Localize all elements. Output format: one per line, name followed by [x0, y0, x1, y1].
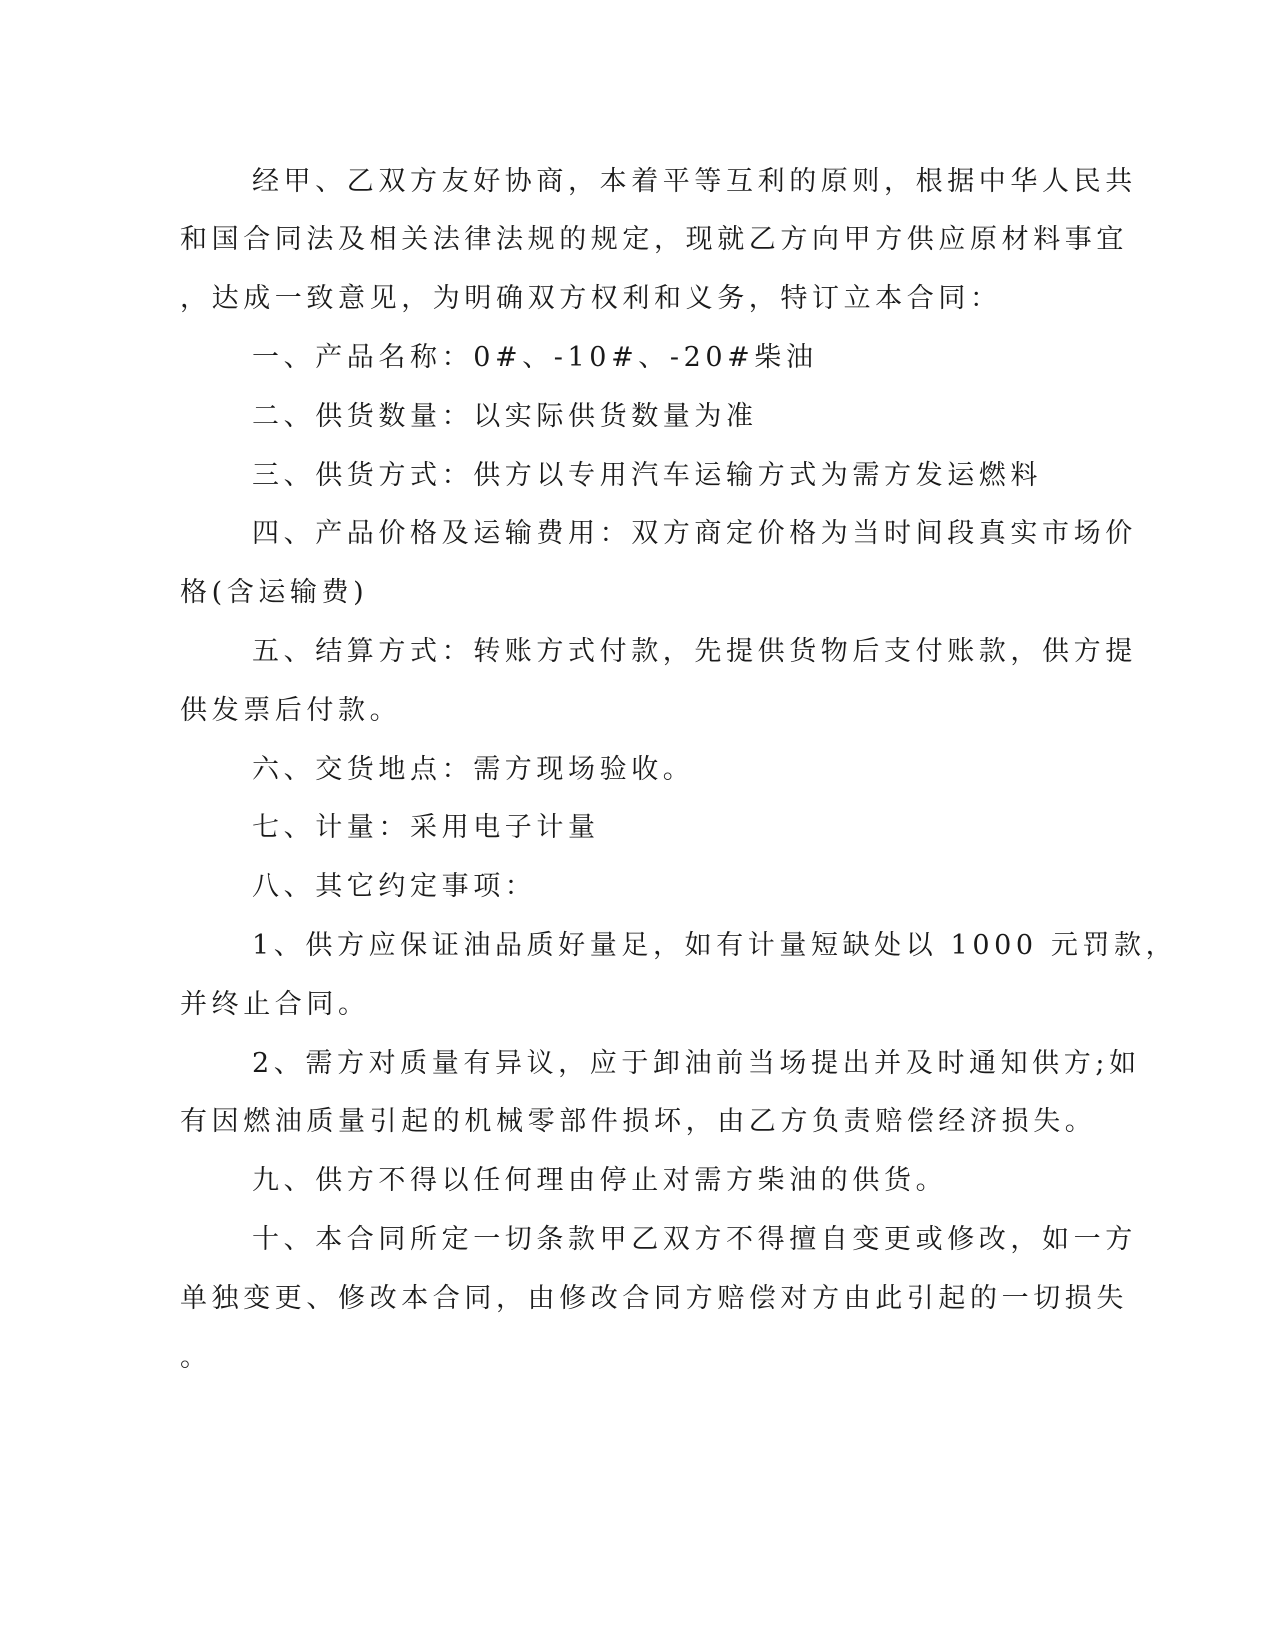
- paragraph-term-2-line-1: 2、需方对质量有异议，应于卸油前当场提出并及时通知供方;如: [252, 1048, 1141, 1079]
- paragraph-term-2-line-2: 有因燃油质量引起的机械零部件损坏，由乙方负责赔偿经济损失。: [180, 1106, 1097, 1137]
- paragraph-no-modification-line-2: 单独变更、修改本合同，由修改合同方赔偿对方由此引起的一切损失: [180, 1283, 1128, 1314]
- paragraph-term-1-line-1: 1、供方应保证油品质好量足，如有计量短缺处以 1000 元罚款，: [252, 930, 1178, 961]
- paragraph-supply-quantity-line-1: 二、供货数量：以实际供货数量为准: [252, 401, 758, 432]
- paragraph-intro-line-2: 和国合同法及相关法律法规的规定，现就乙方向甲方供应原材料事宜: [180, 224, 1128, 255]
- paragraph-intro-line-3: ，达成一致意见，为明确双方权利和义务，特订立本合同：: [180, 283, 1002, 314]
- paragraph-delivery-place-line-1: 六、交货地点：需方现场验收。: [252, 754, 695, 785]
- paragraph-no-modification-line-3: 。: [180, 1342, 212, 1373]
- paragraph-intro-line-1: 经甲、乙双方友好协商，本着平等互利的原则，根据中华人民共: [252, 166, 1137, 197]
- paragraph-other-terms-line-1: 八、其它约定事项：: [252, 871, 537, 902]
- paragraph-no-modification-line-1: 十、本合同所定一切条款甲乙双方不得擅自变更或修改，如一方: [252, 1224, 1137, 1255]
- paragraph-term-1-line-2: 并终止合同。: [180, 989, 370, 1020]
- paragraph-price-freight-line-1: 四、产品价格及运输费用：双方商定价格为当时间段真实市场价: [252, 518, 1137, 549]
- paragraph-settlement-line-2: 供发票后付款。: [180, 695, 402, 726]
- paragraph-supply-method-line-1: 三、供货方式：供方以专用汽车运输方式为需方发运燃料: [252, 460, 1042, 491]
- paragraph-settlement-line-1: 五、结算方式：转账方式付款，先提供货物后支付账款，供方提: [252, 636, 1137, 667]
- paragraph-metering-line-1: 七、计量：采用电子计量: [252, 812, 600, 843]
- paragraph-price-freight-line-2: 格(含运输费): [180, 577, 369, 608]
- paragraph-no-stop-supply-line-1: 九、供方不得以任何理由停止对需方柴油的供货。: [252, 1165, 948, 1196]
- paragraph-product-name-line-1: 一、产品名称：0#、-10#、-20#柴油: [252, 342, 818, 373]
